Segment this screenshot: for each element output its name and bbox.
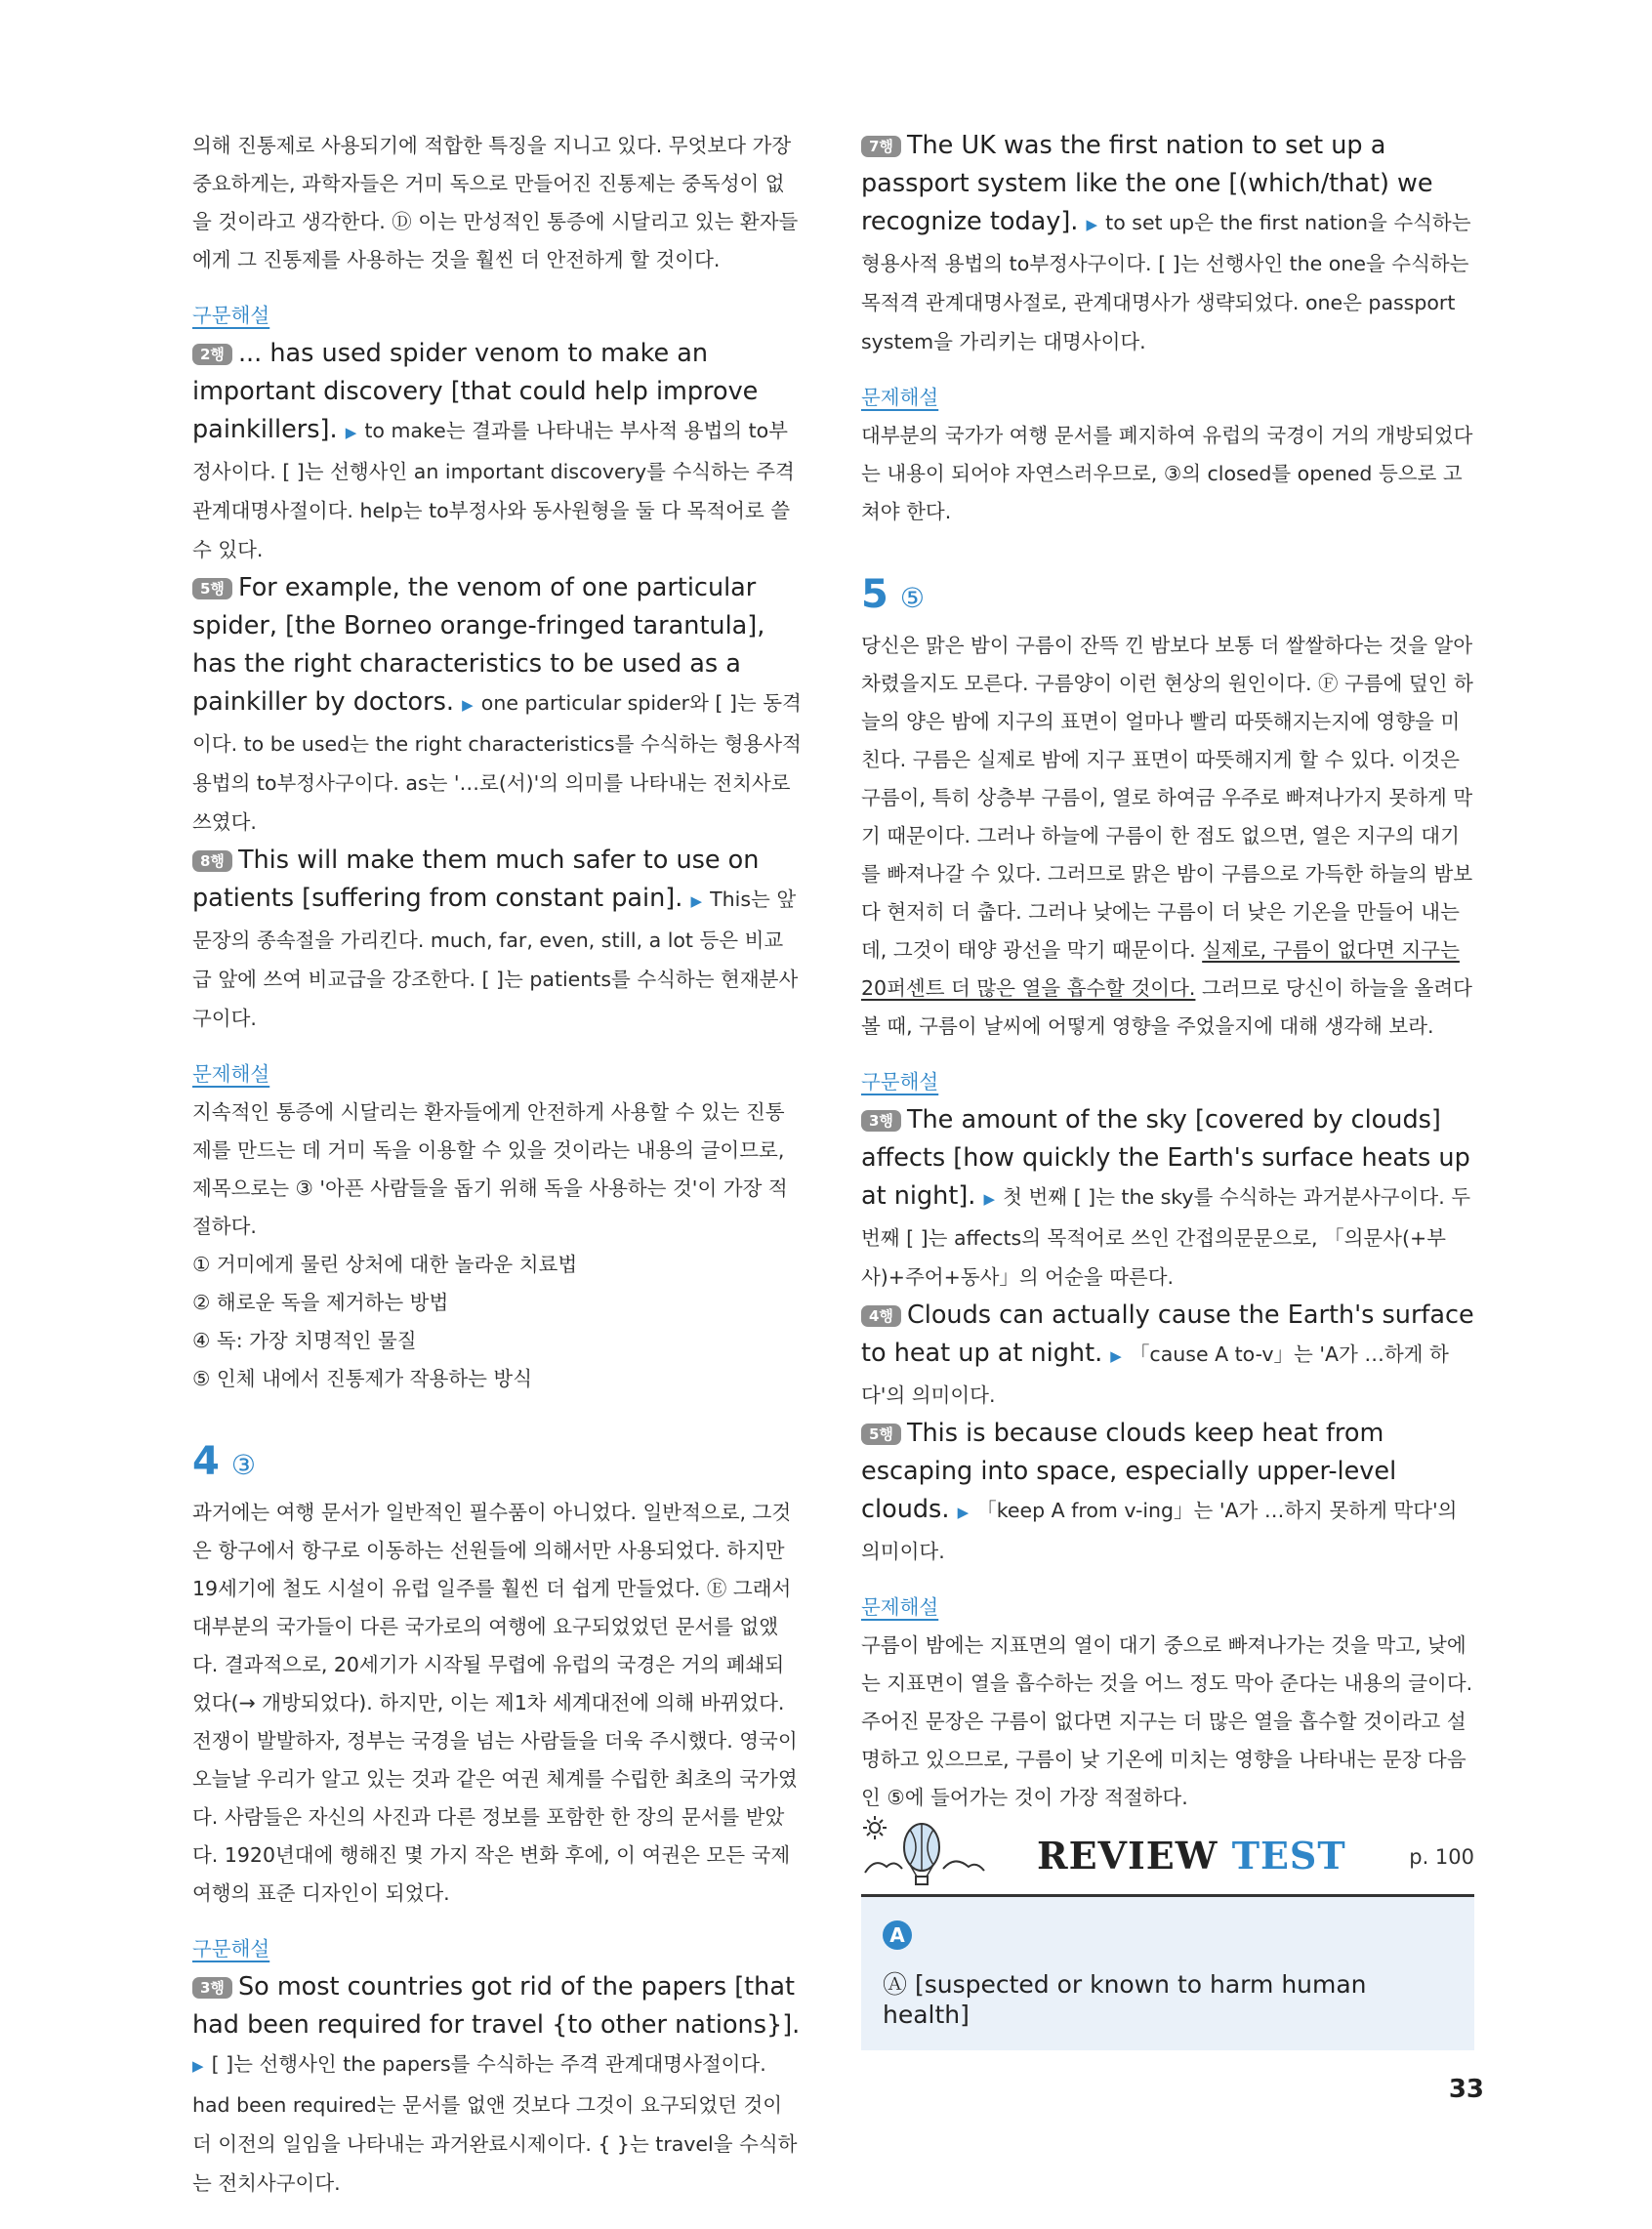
- question-heading: 5 ⑤: [861, 572, 925, 617]
- arrow-icon: ▶: [957, 1504, 970, 1521]
- underlined-sentence: 실제로, 구름이 없다면 지구는 20퍼센트 더 많은 열을 흡수할 것이다.: [861, 938, 1460, 1000]
- left-column: [192, 127, 803, 2203]
- review-body: [861, 1897, 1474, 2050]
- answer-mark: ③: [230, 1449, 256, 1481]
- line-badge: 8행: [192, 850, 232, 872]
- option-item: ④ 독: 가장 치명적인 물질: [192, 1329, 417, 1352]
- answer-mark: ⑤: [899, 582, 925, 614]
- paragraph: 구름이 밤에는 지표면의 열이 대기 중으로 빠져나가는 것을 막고, 낮에는 지표면이 열을 흡수하는 것을 어느 정도 막아 준다는 내용의 글이다. 주어진 문장은 구름이 없다면 지구는 더 많은 열을 흡수할 것이라고 설명하고 있으므로, 구름이 낮 기온에 미치는 영향을 나타내는 문장 다음인 ⑤에 들어가는 것이 가장 적절하다.: [861, 1633, 1473, 1809]
- paragraph: 지속적인 통증에 시달리는 환자들에게 안전하게 사용할 수 있는 진통제를 만드는 데 거미 독을 이용할 수 있을 것이라는 내용의 글이므로, 제목으로는 ③ '아픈 사람들을 돕기 위해 독을 사용하는 것'이 가장 적절하다.: [192, 1100, 788, 1238]
- arrow-icon: ▶: [690, 892, 702, 910]
- section-label-munje: 문제해설: [861, 386, 939, 409]
- grammar-note: 2행 ... has used spider venom to make an important discovery [that could help improve painkillers]. ▶ to make는 결과를 나타내는 부사적 용법의 to부정사이다. [ ]는 선행사인 an important discovery를 수식하는 주격 관계대명사절이다. help는 to부정사와 동사원형을 둘 다 목적어로 쓸 수 있다.: [192, 339, 795, 561]
- section-letter-badge: A: [883, 1920, 912, 1950]
- grammar-note: 3행 So most countries got rid of the papers [that had been required for travel {to other nations}]. ▶ [ ]는 선행사인 the papers를 수식하는 주격 관계대명사절이다. had been required는 문서를 없앤 것보다 그것이 요구되었던 것이 더 이전의 일임을 나타내는 과거완료시제이다. { }는 travel을 수식하는 전치사구이다.: [192, 1972, 801, 2195]
- option-item: ⑤ 인체 내에서 진통제가 작용하는 방식: [192, 1367, 533, 1390]
- grammar-note: 5행 For example, the venom of one particular spider, [the Borneo orange-fringed tarantula], has the right characteristics to be used as a painkiller by doctors. ▶ one particular spider와 [ ]는 동격이다. to be used는 the right characteristics를 수식하는 형용사적 용법의 to부정사구이다. as는 '…로(서)'의 의미를 나타내는 전치사로 쓰였다.: [192, 573, 802, 834]
- arrow-icon: ▶: [983, 1190, 996, 1208]
- option-item: ① 거미에게 물린 상처에 대한 놀라운 치료법: [192, 1253, 578, 1276]
- arrow-icon: ▶: [462, 696, 474, 714]
- grammar-note: 7행 The UK was the first nation to set up a passport system like the one [(which/that) we recognize today]. ▶ to set up은 the first nation을 수식하는 형용사적 용법의 to부정사구이다. [ ]는 선행사인 the one을 수식하는 목적격 관계대명사절로, 관계대명사가 생략되었다. one은 passport system을 가리키는 대명사이다.: [861, 131, 1471, 353]
- right-column: [861, 127, 1474, 1817]
- line-badge: 5행: [192, 578, 232, 599]
- review-header: [861, 1806, 1474, 1897]
- line-badge: 4행: [861, 1305, 901, 1327]
- line-badge: 2행: [192, 344, 232, 365]
- paragraph: 과거에는 여행 문서가 일반적인 필수품이 아니었다. 일반적으로, 그것은 항구에서 항구로 이동하는 선원들에 의해서만 사용되었다. 하지만 19세기에 철도 시설이 유럽 일주를 훨씬 더 쉽게 만들었다. Ⓔ 그래서 대부분의 국가들이 다른 국가로의 여행에 요구되었었던 문서를 없앴다. 결과적으로, 20세기가 시작될 무렵에 유럽의 국경은 거의 폐쇄되었다(→ 개방되었다). 하지만, 이는 제1차 세계대전에 의해 바뀌었다. 전쟁이 발발하자, 정부는 국경을 넘는 사람들을 더욱 주시했다. 영국이 오늘날 우리가 알고 있는 것과 같은 여권 체계를 수립한 최초의 국가였다. 사람들은 자신의 사진과 다른 정보를 포함한 한 장의 문서를 받았다. 1920년대에 행해진 몇 가지 작은 변화 후에, 이 여권은 모든 국제 여행의 표준 디자인이 되었다.: [192, 1501, 798, 1905]
- option-item: ② 해로운 독을 제거하는 방법: [192, 1291, 449, 1314]
- line-badge: 7행: [861, 136, 901, 157]
- paragraph: 당신은 맑은 밤이 구름이 잔뜩 낀 밤보다 보통 더 쌀쌀하다는 것을 알아차렸을지도 모른다. 구름양이 이런 현상의 원인이다. Ⓕ 구름에 덮인 하늘의 양은 밤에 지구의 표면이 얼마나 빨리 따뜻해지는지에 영향을 미친다. 구름은 실제로 밤에 지구 표면이 따뜻해지게 할 수 있다. 이것은 구름이, 특히 상층부 구름이, 열로 하여금 우주로 빠져나가지 못하게 막기 때문이다. 그러나 하늘에 구름이 한 점도 없으면, 열은 지구의 대기를 빠져나갈 수 있다. 그러므로 맑은 밤이 구름으로 가득한 하늘의 밤보다 현저히 더 춥다. 그러나 낮에는 구름이 더 낮은 기온을 만들어 내는데, 그것이 태양 광선을 막기 때문이다. 실제로, 구름이 없다면 지구는 20퍼센트 더 많은 열을 흡수할 것이다. 그러므로 당신이 하늘을 올려다볼 때, 구름이 날씨에 어떻게 영향을 주었을지에 대해 생각해 보라.: [861, 634, 1473, 1038]
- grammar-note: 3행 The amount of the sky [covered by clouds] affects [how quickly the Earth's surface heats up at night]. ▶ 첫 번째 [ ]는 the sky를 수식하는 과거분사구이다. 두 번째 [ ]는 affects의 목적어로 쓰인 간접의문문으로, 「의문사(+부사)+주어+동사」의 어순을 따른다.: [861, 1105, 1471, 1289]
- paragraph: 의해 진통제로 사용되기에 적합한 특징을 지니고 있다. 무엇보다 가장 중요하게는, 과학자들은 거미 독으로 만들어진 진통제는 중독성이 없을 것이라고 생각한다. Ⓓ 이는 만성적인 통증에 시달리고 있는 환자들에게 그 진통제를 사용하는 것을 훨씬 더 안전하게 할 것이다.: [192, 134, 799, 271]
- review-answer-line: Ⓐ [suspected or known to harm human health]: [883, 1970, 1367, 2029]
- section-label-munje: 문제해설: [861, 1595, 939, 1619]
- review-title: REVIEW TEST: [1037, 1834, 1346, 1878]
- section-label-munje: 문제해설: [192, 1062, 270, 1086]
- line-badge: 3행: [192, 1977, 232, 1999]
- paragraph: 대부분의 국가가 여행 문서를 폐지하여 유럽의 국경이 거의 개방되었다는 내용이 되어야 자연스러우므로, ③의 closed를 opened 등으로 고쳐야 한다.: [861, 424, 1473, 523]
- arrow-icon: ▶: [192, 2057, 204, 2075]
- section-label-gumun: 구문해설: [192, 1937, 270, 1961]
- section-label-gumun: 구문해설: [192, 304, 270, 327]
- line-badge: 3행: [861, 1110, 901, 1132]
- page-number: 33: [1448, 2075, 1484, 2104]
- arrow-icon: ▶: [1086, 216, 1098, 233]
- line-badge: 5행: [861, 1424, 901, 1445]
- grammar-note: 5행 This is because clouds keep heat from escaping into space, especially upper-level clouds. ▶ 「keep A from v-ing」는 'A가 …하지 못하게 막다'의 의미이다.: [861, 1419, 1458, 1563]
- review-page-ref: p. 100: [1409, 1845, 1474, 1869]
- grammar-note: 8행 This will make them much safer to use on patients [suffering from constant pain]. ▶ This는 앞 문장의 종속절을 가리킨다. much, far, even, still, a lot 등은 비교급 앞에 쓰여 비교급을 강조한다. [ ]는 patients를 수식하는 현재분사구이다.: [192, 846, 799, 1030]
- section-label-gumun: 구문해설: [861, 1070, 939, 1094]
- review-test-box: [861, 1806, 1474, 2050]
- grammar-note: 4행 Clouds can actually cause the Earth's surface to heat up at night. ▶ 「cause A to-v」는 'A가 …하게 하다'의 의미이다.: [861, 1300, 1474, 1407]
- arrow-icon: ▶: [1110, 1347, 1122, 1365]
- balloon-icon: [861, 1814, 1008, 1892]
- arrow-icon: ▶: [345, 424, 357, 441]
- question-heading: 4 ③: [192, 1439, 256, 1484]
